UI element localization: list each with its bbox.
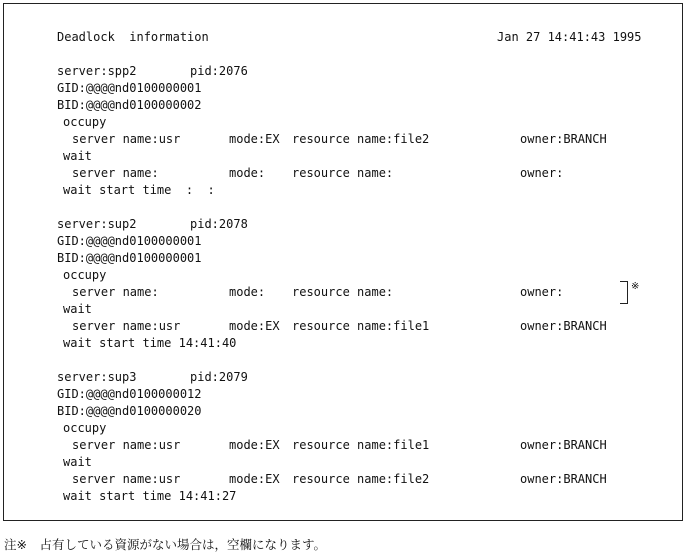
wait-owner: owner:BRANCH <box>520 472 607 486</box>
bid-label: BID:@@@@nd0100000001 <box>57 251 202 265</box>
gid-label: GID:@@@@nd0100000001 <box>57 234 202 248</box>
occupy-server-name: server name: <box>72 285 159 299</box>
occupy-mode: mode:EX <box>229 132 280 146</box>
wait-server-name: server name:usr <box>72 319 181 333</box>
server-label: server:sup2 <box>57 217 137 231</box>
occupy-label: occupy <box>63 115 107 129</box>
pid-label: pid:2076 <box>190 64 248 78</box>
occupy-owner: owner:BRANCH <box>520 132 607 146</box>
occupy-resource-name: resource name: <box>292 285 394 299</box>
wait-label: wait <box>63 455 92 469</box>
wait-resource-name: resource name: <box>292 166 394 180</box>
server-label: server:sup3 <box>57 370 137 384</box>
gid-label: GID:@@@@nd0100000012 <box>57 387 202 401</box>
occupy-owner: owner: <box>520 285 564 299</box>
occupy-mode: mode: <box>229 285 266 299</box>
wait-start-time: wait start time 14:41:27 <box>63 489 237 503</box>
wait-mode: mode:EX <box>229 472 280 486</box>
footnote: 注※ 占有している資源がない場合は，空欄になります。 <box>4 537 326 552</box>
occupy-resource-name: resource name:file1 <box>292 438 430 452</box>
occupy-owner: owner:BRANCH <box>520 438 607 452</box>
wait-start-time: wait start time : : <box>63 183 215 197</box>
wait-owner: owner:BRANCH <box>520 319 607 333</box>
bid-label: BID:@@@@nd0100000020 <box>57 404 202 418</box>
occupy-mode: mode:EX <box>229 438 280 452</box>
wait-mode: mode: <box>229 166 266 180</box>
occupy-resource-name: resource name:file2 <box>292 132 430 146</box>
wait-start-time: wait start time 14:41:40 <box>63 336 237 350</box>
wait-resource-name: resource name:file1 <box>292 319 430 333</box>
wait-server-name: server name: <box>72 166 159 180</box>
occupy-server-name: server name:usr <box>72 132 181 146</box>
annotation-bracket <box>620 281 628 304</box>
wait-owner: owner: <box>520 166 564 180</box>
header-date: Jan 27 14:41:43 1995 <box>497 30 642 44</box>
occupy-label: occupy <box>63 421 107 435</box>
wait-resource-name: resource name:file2 <box>292 472 430 486</box>
wait-label: wait <box>63 302 92 316</box>
bid-label: BID:@@@@nd0100000002 <box>57 98 202 112</box>
pid-label: pid:2078 <box>190 217 248 231</box>
wait-server-name: server name:usr <box>72 472 181 486</box>
wait-label: wait <box>63 149 92 163</box>
occupy-label: occupy <box>63 268 107 282</box>
pid-label: pid:2079 <box>190 370 248 384</box>
occupy-server-name: server name:usr <box>72 438 181 452</box>
gid-label: GID:@@@@nd0100000001 <box>57 81 202 95</box>
server-label: server:spp2 <box>57 64 137 78</box>
wait-mode: mode:EX <box>229 319 280 333</box>
header-title: Deadlock information <box>57 30 209 44</box>
annotation-mark: ※ <box>631 281 640 292</box>
